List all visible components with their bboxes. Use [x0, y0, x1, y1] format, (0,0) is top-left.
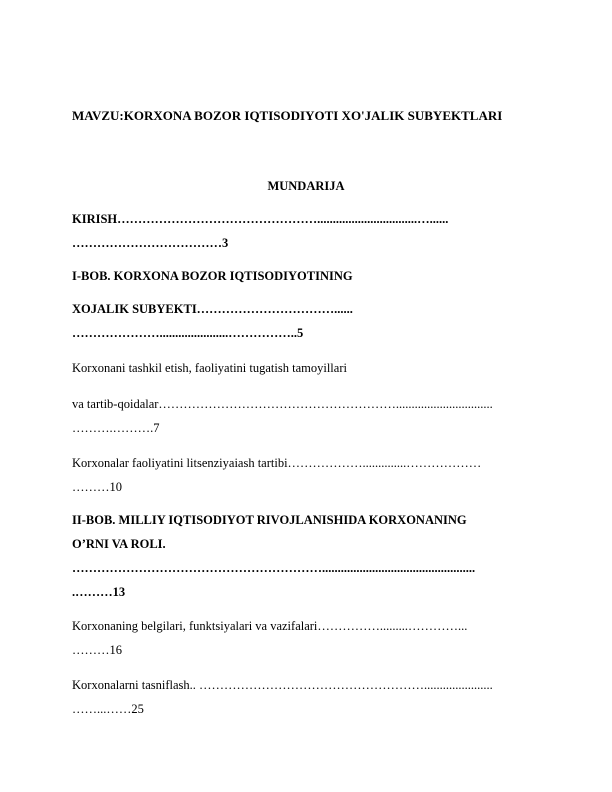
toc-entry-chapter2-line3: …………………………………………………….................................................	[72, 561, 476, 575]
toc-entry-kirish-line2: ………………………………3	[72, 236, 229, 250]
toc-entry-section4-line1: Korxonalarni tasniflash.. ………………………………………………......................	[72, 678, 493, 692]
toc-entry-chapter1-line3: …………………......................……………..5	[72, 326, 304, 340]
toc-entry-kirish-line1: KIRISH…………………………………………................................…......	[72, 212, 449, 226]
toc-entry-section1-line1: Korxonani tashkil etish, faoliyatini tugatish tamoyillari	[72, 361, 347, 375]
toc-entry-section2-line1: Korxonalar faoliyatini litsenziyaiash tartibi………………..............………………	[72, 456, 482, 470]
toc-entry-chapter2-line2: O’RNI VA ROLI.	[72, 537, 166, 551]
toc-entry-section1-line3: ……….……….7	[72, 421, 160, 435]
toc-entry-section4-line2: ……...……25	[72, 702, 144, 716]
toc-entry-section2-line2: ………10	[72, 480, 122, 494]
toc-entry-section3-line2: ………16	[72, 643, 122, 657]
toc-entry-chapter1-line2: XOJALIK SUBYEKTI……………………………......	[72, 302, 353, 316]
toc-entry-chapter2-line1: II-BOB. MILLIY IQTISODIYOT RIVOJLANISHIDA KORXONANING	[72, 513, 467, 527]
document-topic: MAVZU:KORXONA BOZOR IQTISODIYOTI XO'JALIK SUBYEKTLARI	[72, 108, 503, 123]
toc-entry-chapter1-line1: I-BOB. KORXONA BOZOR IQTISODIYOTINING	[72, 269, 353, 283]
toc-heading: MUNDARIJA	[267, 179, 345, 193]
toc-entry-chapter2-line4: .………13	[72, 585, 126, 599]
toc-entry-section3-line1: Korxonaning belgilari, funktsiyalari va vazifalari…………….........…………...	[72, 619, 468, 633]
toc-entry-section1-line2: va tartib-qoidalar…………………………………………………...............................	[72, 397, 493, 411]
